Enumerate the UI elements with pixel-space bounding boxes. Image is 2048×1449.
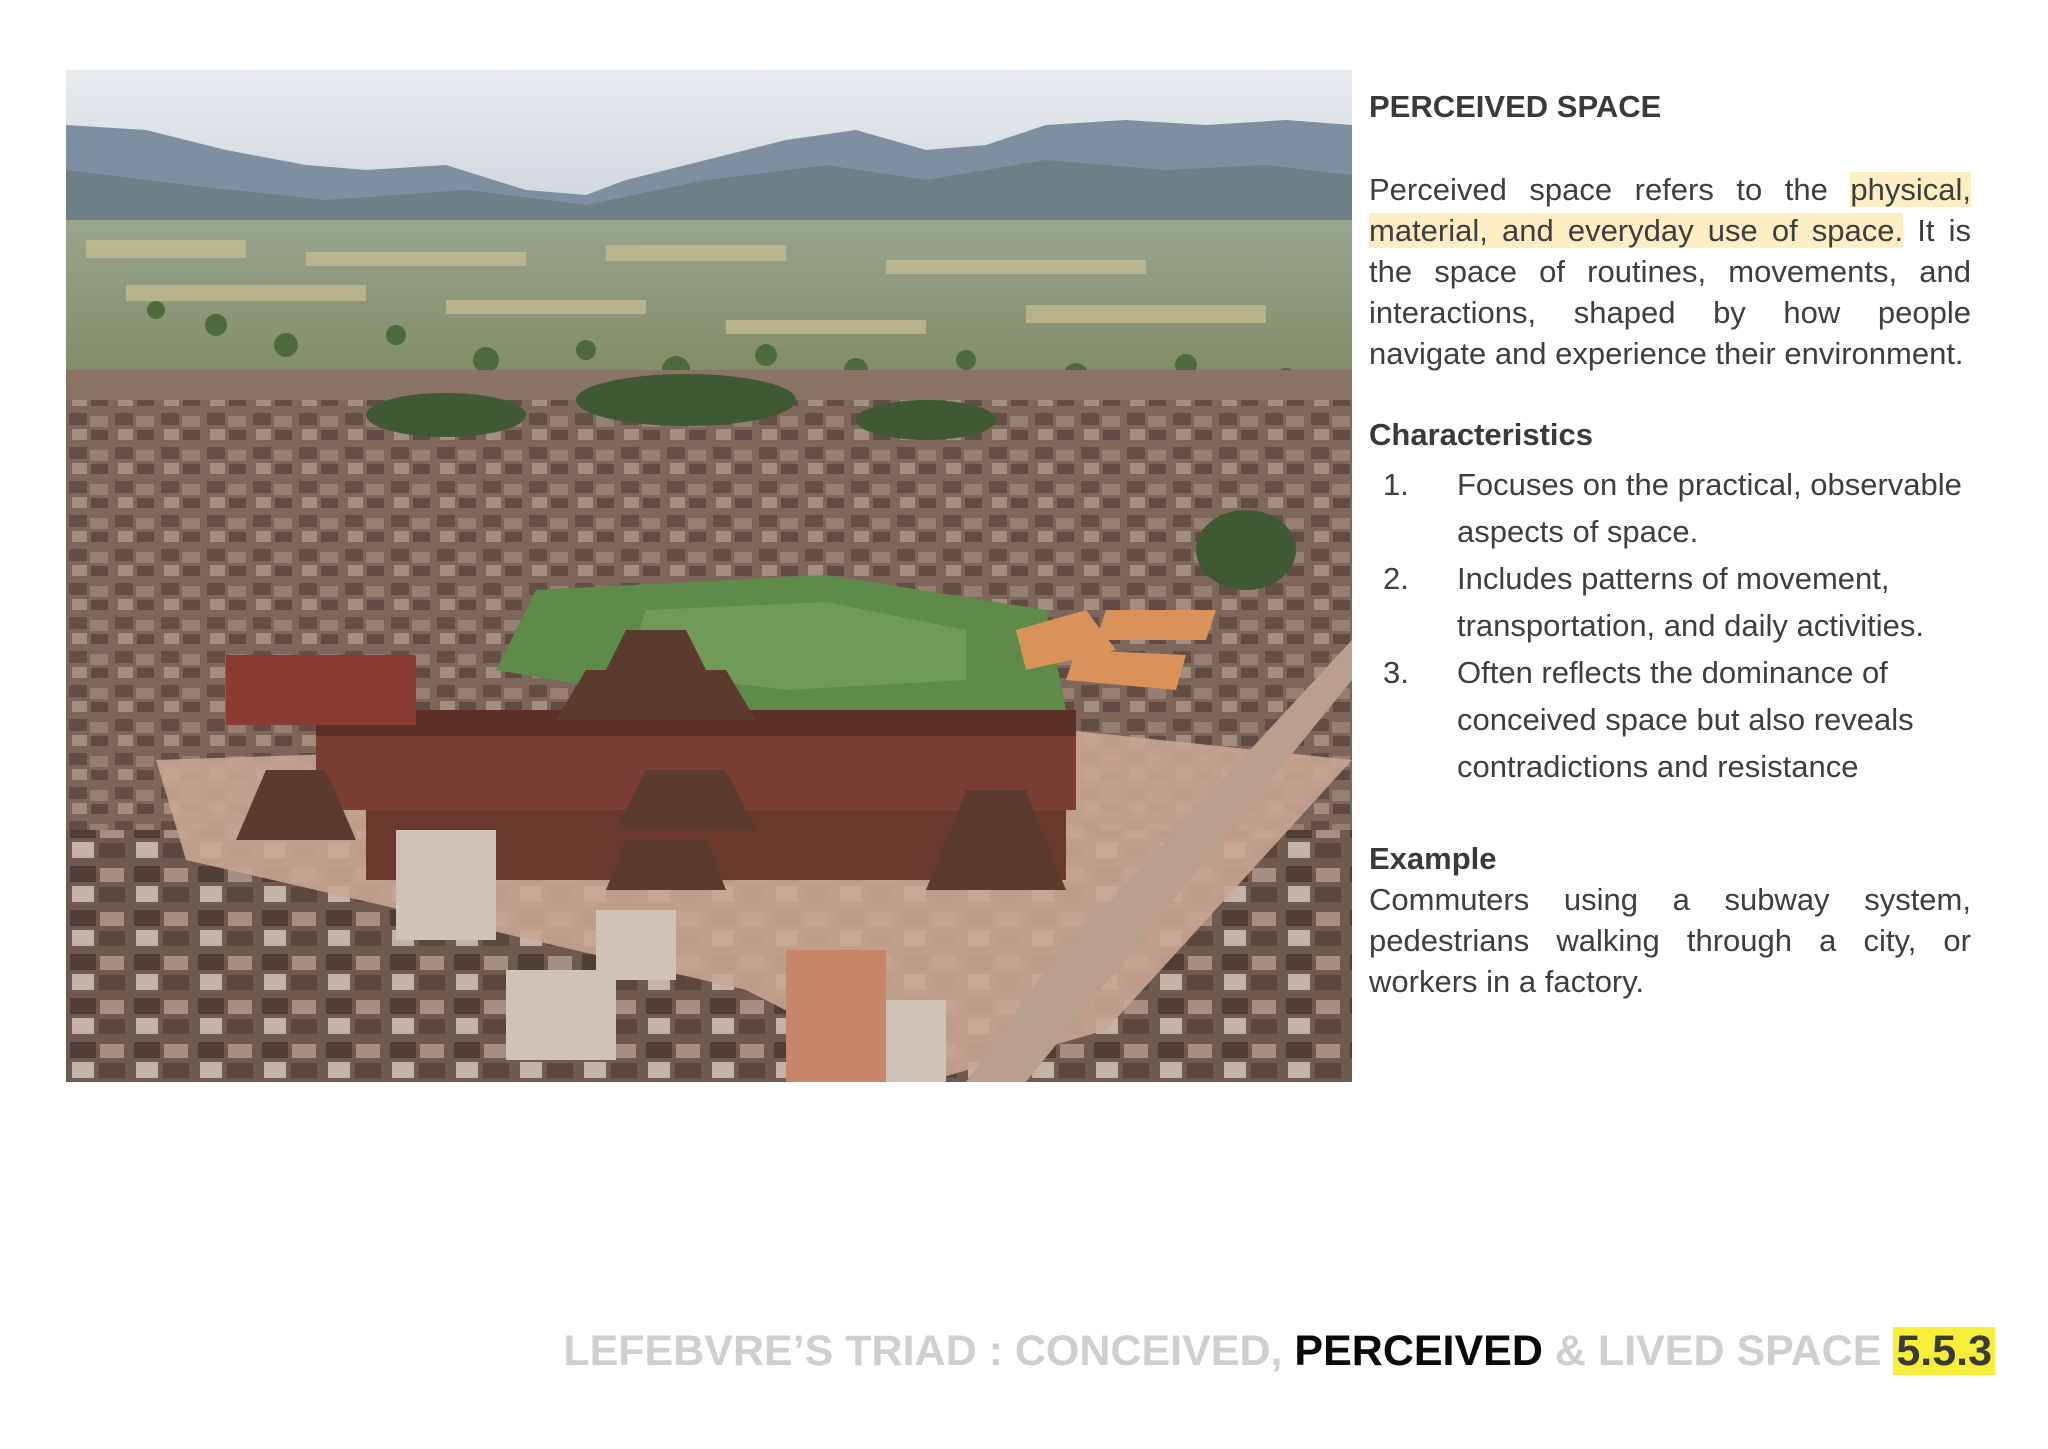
section-heading: PERCEIVED SPACE	[1369, 89, 1662, 124]
footer-title-part1: LEFEBVRE’S TRIAD : CONCEIVED,	[563, 1327, 1295, 1375]
list-item-number: 1.	[1383, 467, 1409, 502]
text-column	[1369, 86, 1971, 1002]
footer-title	[563, 1326, 1995, 1376]
aerial-city-photo	[66, 70, 1352, 1082]
section-number-badge: 5.5.3	[1893, 1327, 1995, 1375]
list-item-text: Focuses on the practical, observable aspects of space.	[1457, 467, 1962, 549]
characteristics-list	[1369, 461, 1971, 790]
intro-highlight: physical, material, and everyday use of space.	[1369, 172, 1971, 248]
list-item-text: Includes patterns of movement, transportation, and daily activities.	[1457, 561, 1924, 643]
example-heading: Example	[1369, 841, 1497, 876]
footer-title-emphasis: PERCEIVED	[1294, 1327, 1543, 1375]
example-text: Commuters using a subway system, pedestrians walking through a city, or workers in a factory.	[1369, 882, 1971, 999]
intro-text-after: It is the space of routines, movements, and interactions, shaped by how people navigate and experience their environment.	[1369, 213, 1971, 371]
list-item	[1369, 555, 1971, 649]
list-item-text: Often reflects the dominance of conceived space but also reveals contradictions and resistance	[1457, 655, 1914, 784]
list-item-number: 2.	[1383, 561, 1409, 596]
characteristics-heading: Characteristics	[1369, 417, 1594, 452]
list-item-number: 3.	[1383, 655, 1409, 690]
aerial-city-photo-icon	[66, 70, 1352, 1082]
intro-paragraph	[1369, 169, 1971, 374]
list-item	[1369, 461, 1971, 555]
list-item	[1369, 649, 1971, 790]
intro-text-before: Perceived space refers to the	[1369, 172, 1851, 207]
footer-title-part3: & LIVED SPACE	[1542, 1327, 1894, 1375]
